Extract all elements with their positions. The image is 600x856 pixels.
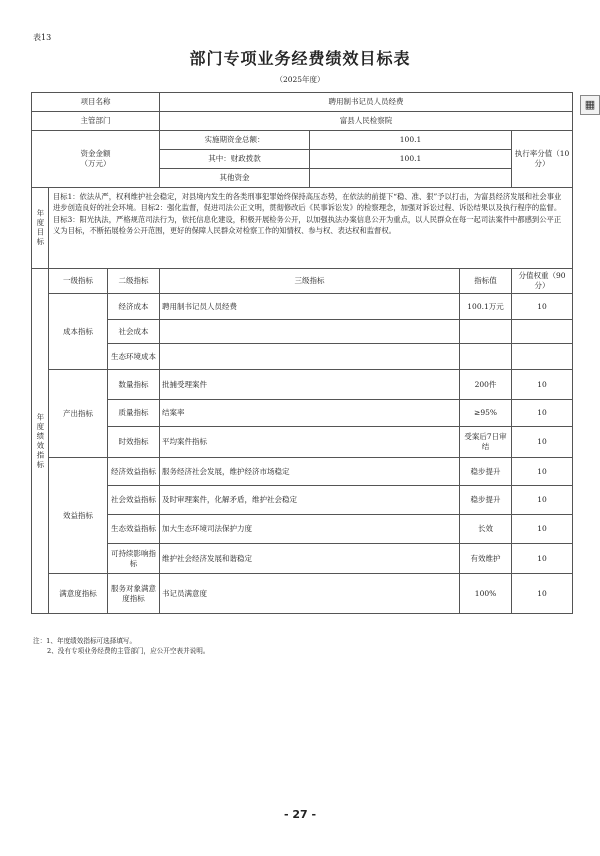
value-cell: 长效 xyxy=(460,515,512,544)
group-benefit: 效益指标 xyxy=(49,458,108,574)
dept-label: 主管部门 xyxy=(32,112,160,131)
level2-cell: 质量指标 xyxy=(108,400,160,427)
project-name-value: 聘用制书记员人员经费 xyxy=(160,93,573,112)
level3-cell xyxy=(160,344,460,370)
level3-cell: 聘用制书记员人员经费 xyxy=(160,294,460,320)
level3-cell: 平均案件指标 xyxy=(160,427,460,458)
weight-cell: 10 xyxy=(512,486,573,515)
header-level3: 三级指标 xyxy=(160,269,460,294)
fiscal-fund-value: 100.1 xyxy=(310,150,512,169)
level3-cell: 加大生态环境司法保护力度 xyxy=(160,515,460,544)
level3-cell: 及时审理案件，化解矛盾，维护社会稳定 xyxy=(160,486,460,515)
value-cell: 稳步提升 xyxy=(460,486,512,515)
other-fund-value xyxy=(310,169,512,188)
table-row xyxy=(32,544,573,574)
year-label: （2025年度） xyxy=(275,75,325,84)
group-satisfaction: 满意度指标 xyxy=(49,574,108,614)
header-weight: 分值权重（90分） xyxy=(512,269,573,294)
level2-cell: 生态效益指标 xyxy=(108,515,160,544)
table-row xyxy=(32,400,573,427)
level2-cell: 数量指标 xyxy=(108,370,160,400)
weight-cell xyxy=(512,320,573,344)
value-cell: 有效维护 xyxy=(460,544,512,574)
total-fund-value: 100.1 xyxy=(310,131,512,150)
fiscal-fund-label: 其中：财政拨款 xyxy=(160,150,310,169)
weight-cell: 10 xyxy=(512,544,573,574)
value-cell: 受案后7日审结 xyxy=(460,427,512,458)
table-row xyxy=(32,344,573,370)
total-fund-label: 实施期资金总额： xyxy=(160,131,310,150)
level2-cell: 生态环境成本 xyxy=(108,344,160,370)
table-row xyxy=(32,515,573,544)
dept-value: 富县人民检察院 xyxy=(160,112,573,131)
performance-target-table xyxy=(31,92,573,614)
level3-cell: 书记员满意度 xyxy=(160,574,460,614)
project-name-label: 项目名称 xyxy=(32,93,160,112)
weight-cell: 10 xyxy=(512,400,573,427)
level3-cell: 批捕受理案件 xyxy=(160,370,460,400)
grid-table-icon[interactable]: ▦ xyxy=(580,95,600,115)
level2-cell: 可持续影响指标 xyxy=(108,544,160,574)
weight-cell: 10 xyxy=(512,515,573,544)
group-output: 产出指标 xyxy=(49,370,108,458)
value-cell: 100.1万元 xyxy=(460,294,512,320)
value-cell: 200件 xyxy=(460,370,512,400)
level2-cell: 社会效益指标 xyxy=(108,486,160,515)
table-row xyxy=(32,294,573,320)
annual-goal-text: 目标1：依法从严，权利维护社会稳定，对县境内发生的各类刑事犯罪始终保持高压态势，在依法的前提下“稳、准、狠”予以打击，为富县经济发展和社会事业进步创造良好的社会环境。目标2：强化监督，促进司法公正文明，贯彻修改后《民事诉讼发》的检察理念，加强对诉讼过程、诉讼结果以及执行程序的监督。 目标3：阳光执法，严格规范司法行为，依托信息化建设，积极开展检务公开，以加强执法办案信息公开为重点，以人民群众在每一起司法案件中都感到公平正义为目标，不断拓展检务公开范围，更好的保障人民群众对检察工作的知情权、参与权、表达权和监督权。 xyxy=(49,188,573,269)
annual-goal-label: 年度目标 xyxy=(32,188,49,269)
level2-cell: 服务对象满意度指标 xyxy=(108,574,160,614)
value-cell: 稳步提升 xyxy=(460,458,512,486)
indicator-section-label: 年度绩效指标 xyxy=(32,269,49,614)
weight-cell xyxy=(512,344,573,370)
page-title: 部门专项业务经费绩效目标表 xyxy=(189,49,411,68)
level2-cell: 经济成本 xyxy=(108,294,160,320)
footnotes xyxy=(33,637,209,657)
weight-cell: 10 xyxy=(512,294,573,320)
footnote-2: 2、没有专项业务经费的主管部门，应公开空表并说明。 xyxy=(47,646,210,655)
header-level2: 二级指标 xyxy=(108,269,160,294)
table-row xyxy=(32,458,573,486)
table-row xyxy=(32,574,573,614)
level3-cell: 服务经济社会发展，维护经济市场稳定 xyxy=(160,458,460,486)
header-value: 指标值 xyxy=(460,269,512,294)
level3-cell: 结案率 xyxy=(160,400,460,427)
level2-cell: 时效指标 xyxy=(108,427,160,458)
table-row xyxy=(32,427,573,458)
group-cost: 成本指标 xyxy=(49,294,108,370)
value-cell: 100% xyxy=(460,574,512,614)
level3-cell xyxy=(160,320,460,344)
header-level1: 一级指标 xyxy=(49,269,108,294)
weight-cell: 10 xyxy=(512,458,573,486)
table-number: 表13 xyxy=(33,33,52,42)
level2-cell: 经济效益指标 xyxy=(108,458,160,486)
other-fund-label: 其他资金 xyxy=(160,169,310,188)
weight-cell: 10 xyxy=(512,574,573,614)
footnote-1: 注：1、年度绩效指标可选择填写。 xyxy=(33,637,137,645)
level2-cell: 社会成本 xyxy=(108,320,160,344)
fund-amount-label: 资金金额（万元） xyxy=(32,131,160,188)
table-row xyxy=(32,320,573,344)
weight-cell: 10 xyxy=(512,427,573,458)
exec-rate-label: 执行率分值（10分） xyxy=(512,131,573,188)
level3-cell: 维护社会经济发展和谐稳定 xyxy=(160,544,460,574)
weight-cell: 10 xyxy=(512,370,573,400)
table-row xyxy=(32,370,573,400)
value-cell xyxy=(460,320,512,344)
value-cell xyxy=(460,344,512,370)
value-cell: ≥95% xyxy=(460,400,512,427)
table-row xyxy=(32,486,573,515)
page-number: - 27 - xyxy=(283,808,317,821)
